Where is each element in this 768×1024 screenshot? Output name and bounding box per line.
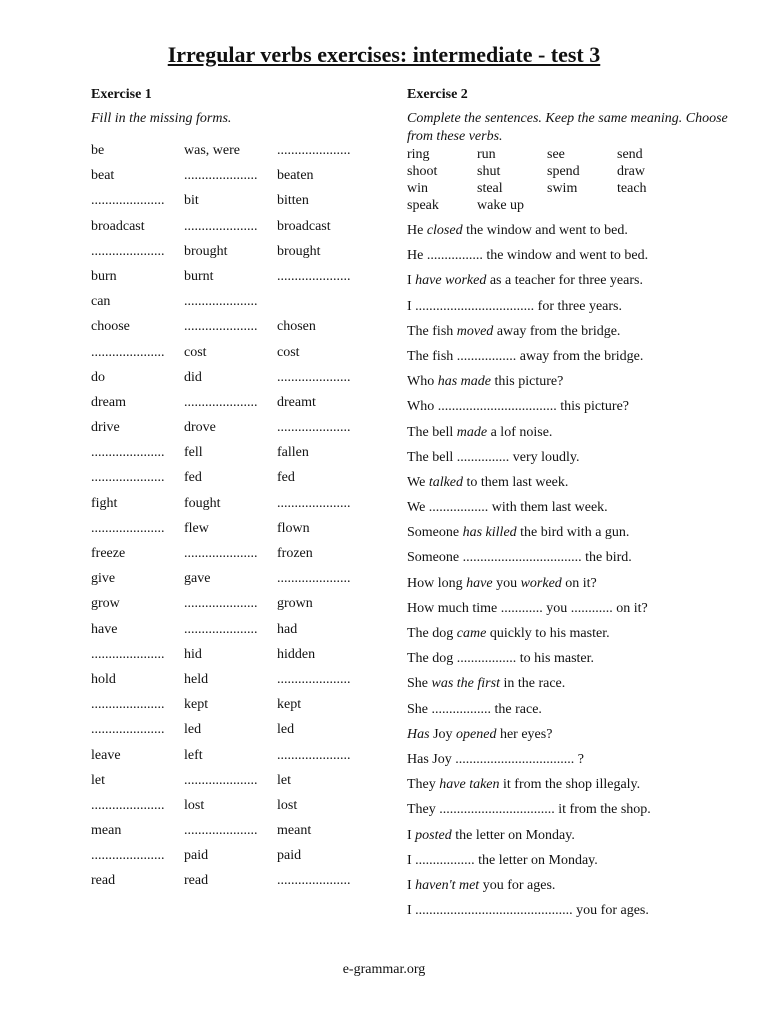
base-form: ..................... bbox=[91, 797, 165, 813]
past-simple: ..................... bbox=[184, 394, 258, 410]
verb-row bbox=[91, 520, 381, 545]
past-simple: ..................... bbox=[184, 218, 258, 234]
sentence-text: as a teacher for three years. bbox=[486, 273, 643, 289]
sentence bbox=[407, 549, 737, 574]
sentence-text: I bbox=[407, 273, 416, 289]
base-form: beat bbox=[91, 168, 115, 184]
verb-row bbox=[91, 218, 381, 243]
sentence-text: I bbox=[407, 877, 416, 893]
past-simple: led bbox=[184, 722, 202, 738]
choice-row bbox=[407, 146, 737, 163]
past-simple: cost bbox=[184, 344, 207, 360]
choice-verb: send bbox=[617, 147, 643, 162]
base-form: burn bbox=[91, 268, 117, 284]
verb-row bbox=[91, 772, 381, 797]
sentence bbox=[407, 524, 737, 549]
past-simple: ..................... bbox=[184, 621, 258, 637]
base-form: fight bbox=[91, 495, 118, 511]
sentence-text: you for ages. bbox=[479, 877, 556, 893]
past-simple: kept bbox=[184, 697, 209, 713]
choice-verb: speak bbox=[407, 198, 439, 213]
past-simple: ..................... bbox=[184, 319, 258, 335]
past-participle: bitten bbox=[277, 193, 309, 209]
base-form: ..................... bbox=[91, 344, 165, 360]
base-form: ..................... bbox=[91, 848, 165, 864]
base-form: freeze bbox=[91, 546, 126, 561]
sentence-italic: haven't met bbox=[415, 877, 480, 893]
sentence bbox=[407, 298, 737, 323]
sentence-text: Has Joy .................................. ? bbox=[407, 751, 584, 767]
verb-row bbox=[91, 545, 381, 570]
verb-row bbox=[91, 595, 381, 620]
verb-row bbox=[91, 495, 381, 520]
base-form: dream bbox=[91, 394, 126, 410]
past-participle: ..................... bbox=[277, 268, 351, 284]
past-participle: ..................... bbox=[277, 873, 351, 889]
sentence bbox=[407, 323, 737, 348]
sentence-italic: has made bbox=[437, 374, 491, 390]
verb-row bbox=[91, 419, 381, 444]
sentence bbox=[407, 650, 737, 675]
sentence-text: The bell ............... very loudly. bbox=[407, 449, 580, 465]
base-form: have bbox=[91, 621, 118, 637]
past-participle: fed bbox=[277, 470, 295, 486]
sentence-text: to them last week. bbox=[463, 474, 569, 490]
sentence-text: quickly to his master. bbox=[486, 626, 610, 641]
sentence-text: the window and went to bed. bbox=[462, 223, 628, 238]
sentence-text: I .................................. for three years. bbox=[407, 298, 623, 314]
sentence-italic: has killed bbox=[462, 525, 517, 541]
base-form: read bbox=[91, 873, 116, 889]
verb-row bbox=[91, 797, 381, 822]
verb-row bbox=[91, 318, 381, 343]
sentence bbox=[407, 902, 737, 927]
sentence-italic: have taken bbox=[439, 777, 500, 793]
past-simple: was, were bbox=[184, 143, 240, 158]
past-participle: fallen bbox=[277, 445, 309, 461]
past-participle: broadcast bbox=[277, 218, 331, 234]
sentence-text: How long bbox=[407, 575, 467, 591]
verb-row bbox=[91, 344, 381, 369]
verb-row bbox=[91, 444, 381, 469]
verb-row bbox=[91, 369, 381, 394]
past-participle: frozen bbox=[277, 546, 313, 561]
past-participle: ..................... bbox=[277, 571, 351, 587]
past-simple: ..................... bbox=[184, 823, 258, 839]
sentence-italic: posted bbox=[415, 827, 452, 843]
verb-choices bbox=[407, 146, 737, 214]
sentence-italic: made bbox=[456, 424, 488, 440]
sentence bbox=[407, 600, 737, 625]
verb-row bbox=[91, 469, 381, 494]
past-participle: had bbox=[277, 621, 298, 637]
past-simple: ..................... bbox=[184, 168, 258, 184]
base-form: ..................... bbox=[91, 243, 165, 259]
verb-row bbox=[91, 747, 381, 772]
sentence-text: How much time ............ you ............ on it? bbox=[407, 600, 648, 616]
choice-verb: ring bbox=[407, 147, 430, 162]
past-simple: ..................... bbox=[184, 294, 258, 310]
verb-row bbox=[91, 822, 381, 847]
verb-row bbox=[91, 142, 381, 167]
past-participle: beaten bbox=[277, 168, 314, 184]
sentence-text: in the race. bbox=[499, 676, 566, 692]
choice-verb: swim bbox=[547, 181, 578, 196]
past-participle: ..................... bbox=[277, 143, 351, 158]
page-title: Irregular verbs exercises: intermediate - test 3 bbox=[167, 42, 601, 67]
sentence-text: We bbox=[407, 474, 429, 490]
base-form: ..................... bbox=[91, 193, 165, 209]
sentence-text: Someone bbox=[407, 525, 463, 541]
sentence-text: a lof noise. bbox=[487, 424, 553, 440]
sentence-italic: Has bbox=[407, 726, 430, 742]
past-simple: brought bbox=[184, 243, 228, 259]
sentence-text: away from the bridge. bbox=[493, 323, 621, 339]
verb-row bbox=[91, 872, 381, 897]
sentence-italic: worked bbox=[520, 575, 562, 591]
base-form: can bbox=[91, 294, 111, 310]
sentence bbox=[407, 625, 737, 650]
sentence bbox=[407, 247, 737, 272]
sentence-italic: came bbox=[456, 626, 487, 641]
sentence-text: Who bbox=[407, 374, 438, 390]
base-form: ..................... bbox=[91, 697, 165, 713]
sentence-text: this picture? bbox=[491, 374, 564, 390]
sentence-italic: was the first bbox=[431, 676, 500, 692]
base-form: drive bbox=[91, 420, 120, 436]
sentence bbox=[407, 801, 737, 826]
base-form: leave bbox=[91, 747, 121, 763]
sentence bbox=[407, 499, 737, 524]
past-participle: dreamt bbox=[277, 394, 316, 410]
choice-verb: see bbox=[547, 147, 565, 162]
sentence-italic: talked bbox=[428, 474, 464, 490]
base-form: broadcast bbox=[91, 218, 145, 234]
sentence-text: The bell bbox=[407, 424, 457, 440]
choice-row bbox=[407, 163, 737, 180]
verb-row bbox=[91, 394, 381, 419]
past-simple: paid bbox=[184, 848, 209, 864]
sentence bbox=[407, 373, 737, 398]
sentence-text: Who .................................. this picture? bbox=[407, 399, 630, 415]
sentence-text: it from the shop illegaly. bbox=[499, 777, 641, 793]
past-participle: cost bbox=[277, 344, 300, 360]
sentence bbox=[407, 575, 737, 600]
sentence-italic: moved bbox=[456, 323, 494, 339]
base-form: ..................... bbox=[91, 470, 165, 486]
sentence-text: you bbox=[492, 575, 521, 591]
past-participle: lost bbox=[277, 797, 298, 813]
sentence bbox=[407, 474, 737, 499]
past-simple: lost bbox=[184, 797, 205, 813]
past-simple: fed bbox=[184, 470, 202, 486]
sentence-italic: opened bbox=[456, 726, 497, 742]
past-simple: hid bbox=[184, 646, 202, 662]
sentence-text: on it? bbox=[561, 575, 597, 591]
sentence bbox=[407, 675, 737, 700]
sentence-text: The dog bbox=[407, 626, 457, 641]
past-simple: ..................... bbox=[184, 596, 258, 612]
past-participle: hidden bbox=[277, 646, 316, 662]
past-simple: gave bbox=[184, 571, 211, 587]
verb-row bbox=[91, 268, 381, 293]
choice-verb: spend bbox=[547, 164, 580, 179]
verb-row bbox=[91, 570, 381, 595]
base-form: ..................... bbox=[91, 520, 165, 536]
choice-verb: teach bbox=[617, 181, 647, 196]
choice-verb: draw bbox=[617, 164, 645, 179]
verb-row bbox=[91, 696, 381, 721]
sentence-text: She bbox=[407, 676, 432, 692]
past-simple: drove bbox=[184, 420, 216, 436]
past-participle: chosen bbox=[277, 319, 316, 335]
choice-verb: shoot bbox=[407, 164, 438, 179]
sentence bbox=[407, 827, 737, 852]
past-participle: grown bbox=[277, 596, 313, 612]
base-form: mean bbox=[91, 823, 122, 839]
past-participle: kept bbox=[277, 697, 302, 713]
exercise-2 bbox=[407, 86, 737, 927]
sentence bbox=[407, 877, 737, 902]
sentence-text: The dog ................. to his master. bbox=[407, 651, 595, 667]
verb-row bbox=[91, 847, 381, 872]
sentence-text: We ................. with them last week. bbox=[407, 500, 608, 516]
past-participle: ..................... bbox=[277, 671, 351, 687]
base-form: hold bbox=[91, 671, 116, 687]
verb-row bbox=[91, 671, 381, 696]
past-participle: paid bbox=[277, 848, 302, 864]
verb-row bbox=[91, 721, 381, 746]
sentence-text: The fish ................. away from the bridge. bbox=[407, 348, 644, 364]
base-form: choose bbox=[91, 319, 130, 335]
choice-verb: run bbox=[477, 147, 496, 162]
sentence-text: They ................................. it from the shop. bbox=[407, 802, 651, 818]
base-form: let bbox=[91, 772, 105, 788]
sentence bbox=[407, 852, 737, 877]
past-participle: led bbox=[277, 722, 295, 738]
footer-site: e-grammar.org bbox=[342, 962, 426, 977]
base-form: ..................... bbox=[91, 722, 165, 738]
choice-row bbox=[407, 180, 737, 197]
base-form: grow bbox=[91, 596, 120, 612]
choice-verb: steal bbox=[477, 181, 503, 196]
past-participle: meant bbox=[277, 823, 312, 839]
sentence-text: He bbox=[407, 223, 427, 238]
verb-row bbox=[91, 646, 381, 671]
verb-row bbox=[91, 293, 381, 318]
exercise-2-instruction: Complete the sentences. Keep the same meaning. Choose from these verbs. bbox=[407, 111, 728, 144]
past-simple: left bbox=[184, 747, 203, 763]
sentence-list bbox=[407, 222, 737, 927]
verb-row bbox=[91, 192, 381, 217]
past-participle: flown bbox=[277, 520, 310, 536]
sentence bbox=[407, 726, 737, 751]
sentence bbox=[407, 272, 737, 297]
sentence-text: She ................. the race. bbox=[407, 701, 542, 717]
verb-row bbox=[91, 167, 381, 192]
exercise-1-heading: Exercise 1 bbox=[91, 87, 152, 102]
exercise-1-instruction: Fill in the missing forms. bbox=[91, 111, 232, 126]
base-form: give bbox=[91, 571, 116, 587]
past-participle: ..................... bbox=[277, 420, 351, 436]
choice-verb: win bbox=[407, 181, 428, 196]
base-form: be bbox=[91, 143, 105, 158]
sentence-text: Someone .................................. the bird. bbox=[407, 550, 632, 566]
exercise-2-heading: Exercise 2 bbox=[407, 87, 468, 102]
sentence-text: They bbox=[407, 777, 440, 793]
sentence bbox=[407, 348, 737, 373]
sentence-text: I bbox=[407, 827, 416, 843]
choice-row bbox=[407, 197, 737, 214]
sentence-text: Joy bbox=[429, 726, 457, 742]
choice-verb: wake up bbox=[477, 198, 525, 213]
past-participle: ..................... bbox=[277, 747, 351, 763]
sentence-text: the letter on Monday. bbox=[451, 827, 575, 843]
past-simple: flew bbox=[184, 520, 209, 536]
past-simple: held bbox=[184, 671, 209, 687]
sentence-italic: have worked bbox=[415, 273, 487, 289]
sentence-italic: closed bbox=[426, 223, 463, 238]
past-simple: burnt bbox=[184, 268, 214, 284]
base-form: do bbox=[91, 369, 105, 385]
exercise-1 bbox=[91, 86, 381, 898]
base-form: ..................... bbox=[91, 646, 165, 662]
verb-row bbox=[91, 621, 381, 646]
past-simple: ..................... bbox=[184, 546, 258, 561]
sentence bbox=[407, 751, 737, 776]
sentence-text: He ................ the window and went to bed. bbox=[407, 248, 649, 264]
sentence bbox=[407, 701, 737, 726]
sentence-text: I ............................................. you for ages. bbox=[407, 903, 649, 919]
sentence bbox=[407, 449, 737, 474]
sentence-text: the bird with a gun. bbox=[516, 525, 630, 541]
choice-verb: shut bbox=[477, 164, 501, 179]
past-participle: ..................... bbox=[277, 495, 351, 511]
verb-table bbox=[91, 142, 381, 898]
past-participle: let bbox=[277, 772, 291, 788]
past-simple: bit bbox=[184, 193, 199, 209]
sentence bbox=[407, 424, 737, 449]
sentence bbox=[407, 398, 737, 423]
past-participle: brought bbox=[277, 243, 321, 259]
past-simple: read bbox=[184, 873, 209, 889]
sentence-text: her eyes? bbox=[496, 726, 553, 742]
verb-row bbox=[91, 243, 381, 268]
sentence bbox=[407, 222, 737, 247]
sentence bbox=[407, 776, 737, 801]
past-simple: fought bbox=[184, 495, 221, 511]
base-form: ..................... bbox=[91, 445, 165, 461]
past-simple: did bbox=[184, 369, 202, 385]
past-simple: fell bbox=[184, 445, 203, 461]
sentence-italic: have bbox=[466, 575, 493, 591]
past-simple: ..................... bbox=[184, 772, 258, 788]
sentence-text: The fish bbox=[407, 323, 457, 339]
past-participle: ..................... bbox=[277, 369, 351, 385]
sentence-text: I ................. the letter on Monday. bbox=[407, 852, 598, 868]
